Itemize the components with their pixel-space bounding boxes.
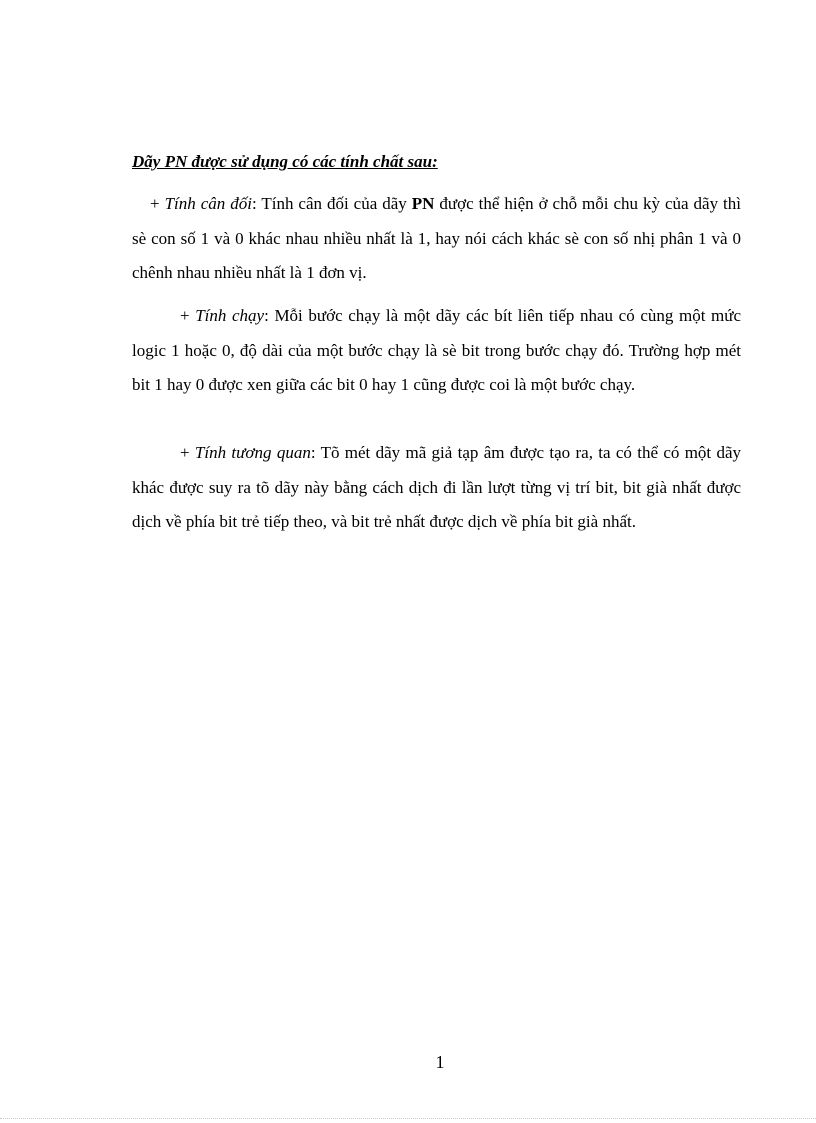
term-correlation: Tính tương quan	[194, 443, 311, 462]
bold-term-pn: PN	[411, 194, 435, 213]
paragraph-balance-property	[132, 187, 741, 291]
paragraph-text: Mỗi bước chạy là một dãy các bít liên tiếp nhau có cùng một mức logic 1 hoặc 0, độ dài của một bước chạy là sè bit trong bước chạy đó. Trường hợp mét bit 1 hay 0 được xen giữa các bit 0 hay 1 cũng được coi là một bước chạy.	[132, 306, 741, 394]
paragraph-text: Tõ mét dãy mã giả tạp âm được tạo ra, ta có thể có một dãy khác được suy ra tõ dãy này bằng cách dịch đi lần lượt từng vị trí bit, bit già nhất được dịch về phía bit trẻ tiếp theo, và bit trẻ nhất được dịch về phía bit già nhất.	[132, 443, 742, 531]
paragraph-correlation-property	[132, 436, 741, 540]
bullet-prefix: +	[180, 443, 195, 462]
bullet-prefix: +	[180, 306, 196, 325]
term-separator: :	[264, 306, 275, 325]
bullet-prefix: +	[150, 194, 165, 213]
term-separator: :	[251, 194, 262, 213]
page-number: 1	[435, 1052, 445, 1072]
page-bottom-divider	[0, 1118, 816, 1119]
term-separator: :	[310, 443, 321, 462]
term-run: Tính chạy	[195, 306, 265, 325]
section-heading: Dãy PN được sử dụng có các tính chất sau:	[132, 152, 438, 171]
paragraph-run-property	[132, 299, 741, 403]
term-balance: Tính cân đối	[164, 194, 252, 213]
paragraph-text-end: được thể hiện ở chỗ mỗi chu kỳ của dãy thì sè con số 1 và 0 khác nhau nhiều nhất là 1, hay nói cách khác sè con số nhị phân 1 và 0 chênh nhau nhiều nhất là 1 đơn vị.	[132, 194, 741, 282]
paragraph-text-start: Tính cân đối của dãy	[261, 194, 412, 213]
